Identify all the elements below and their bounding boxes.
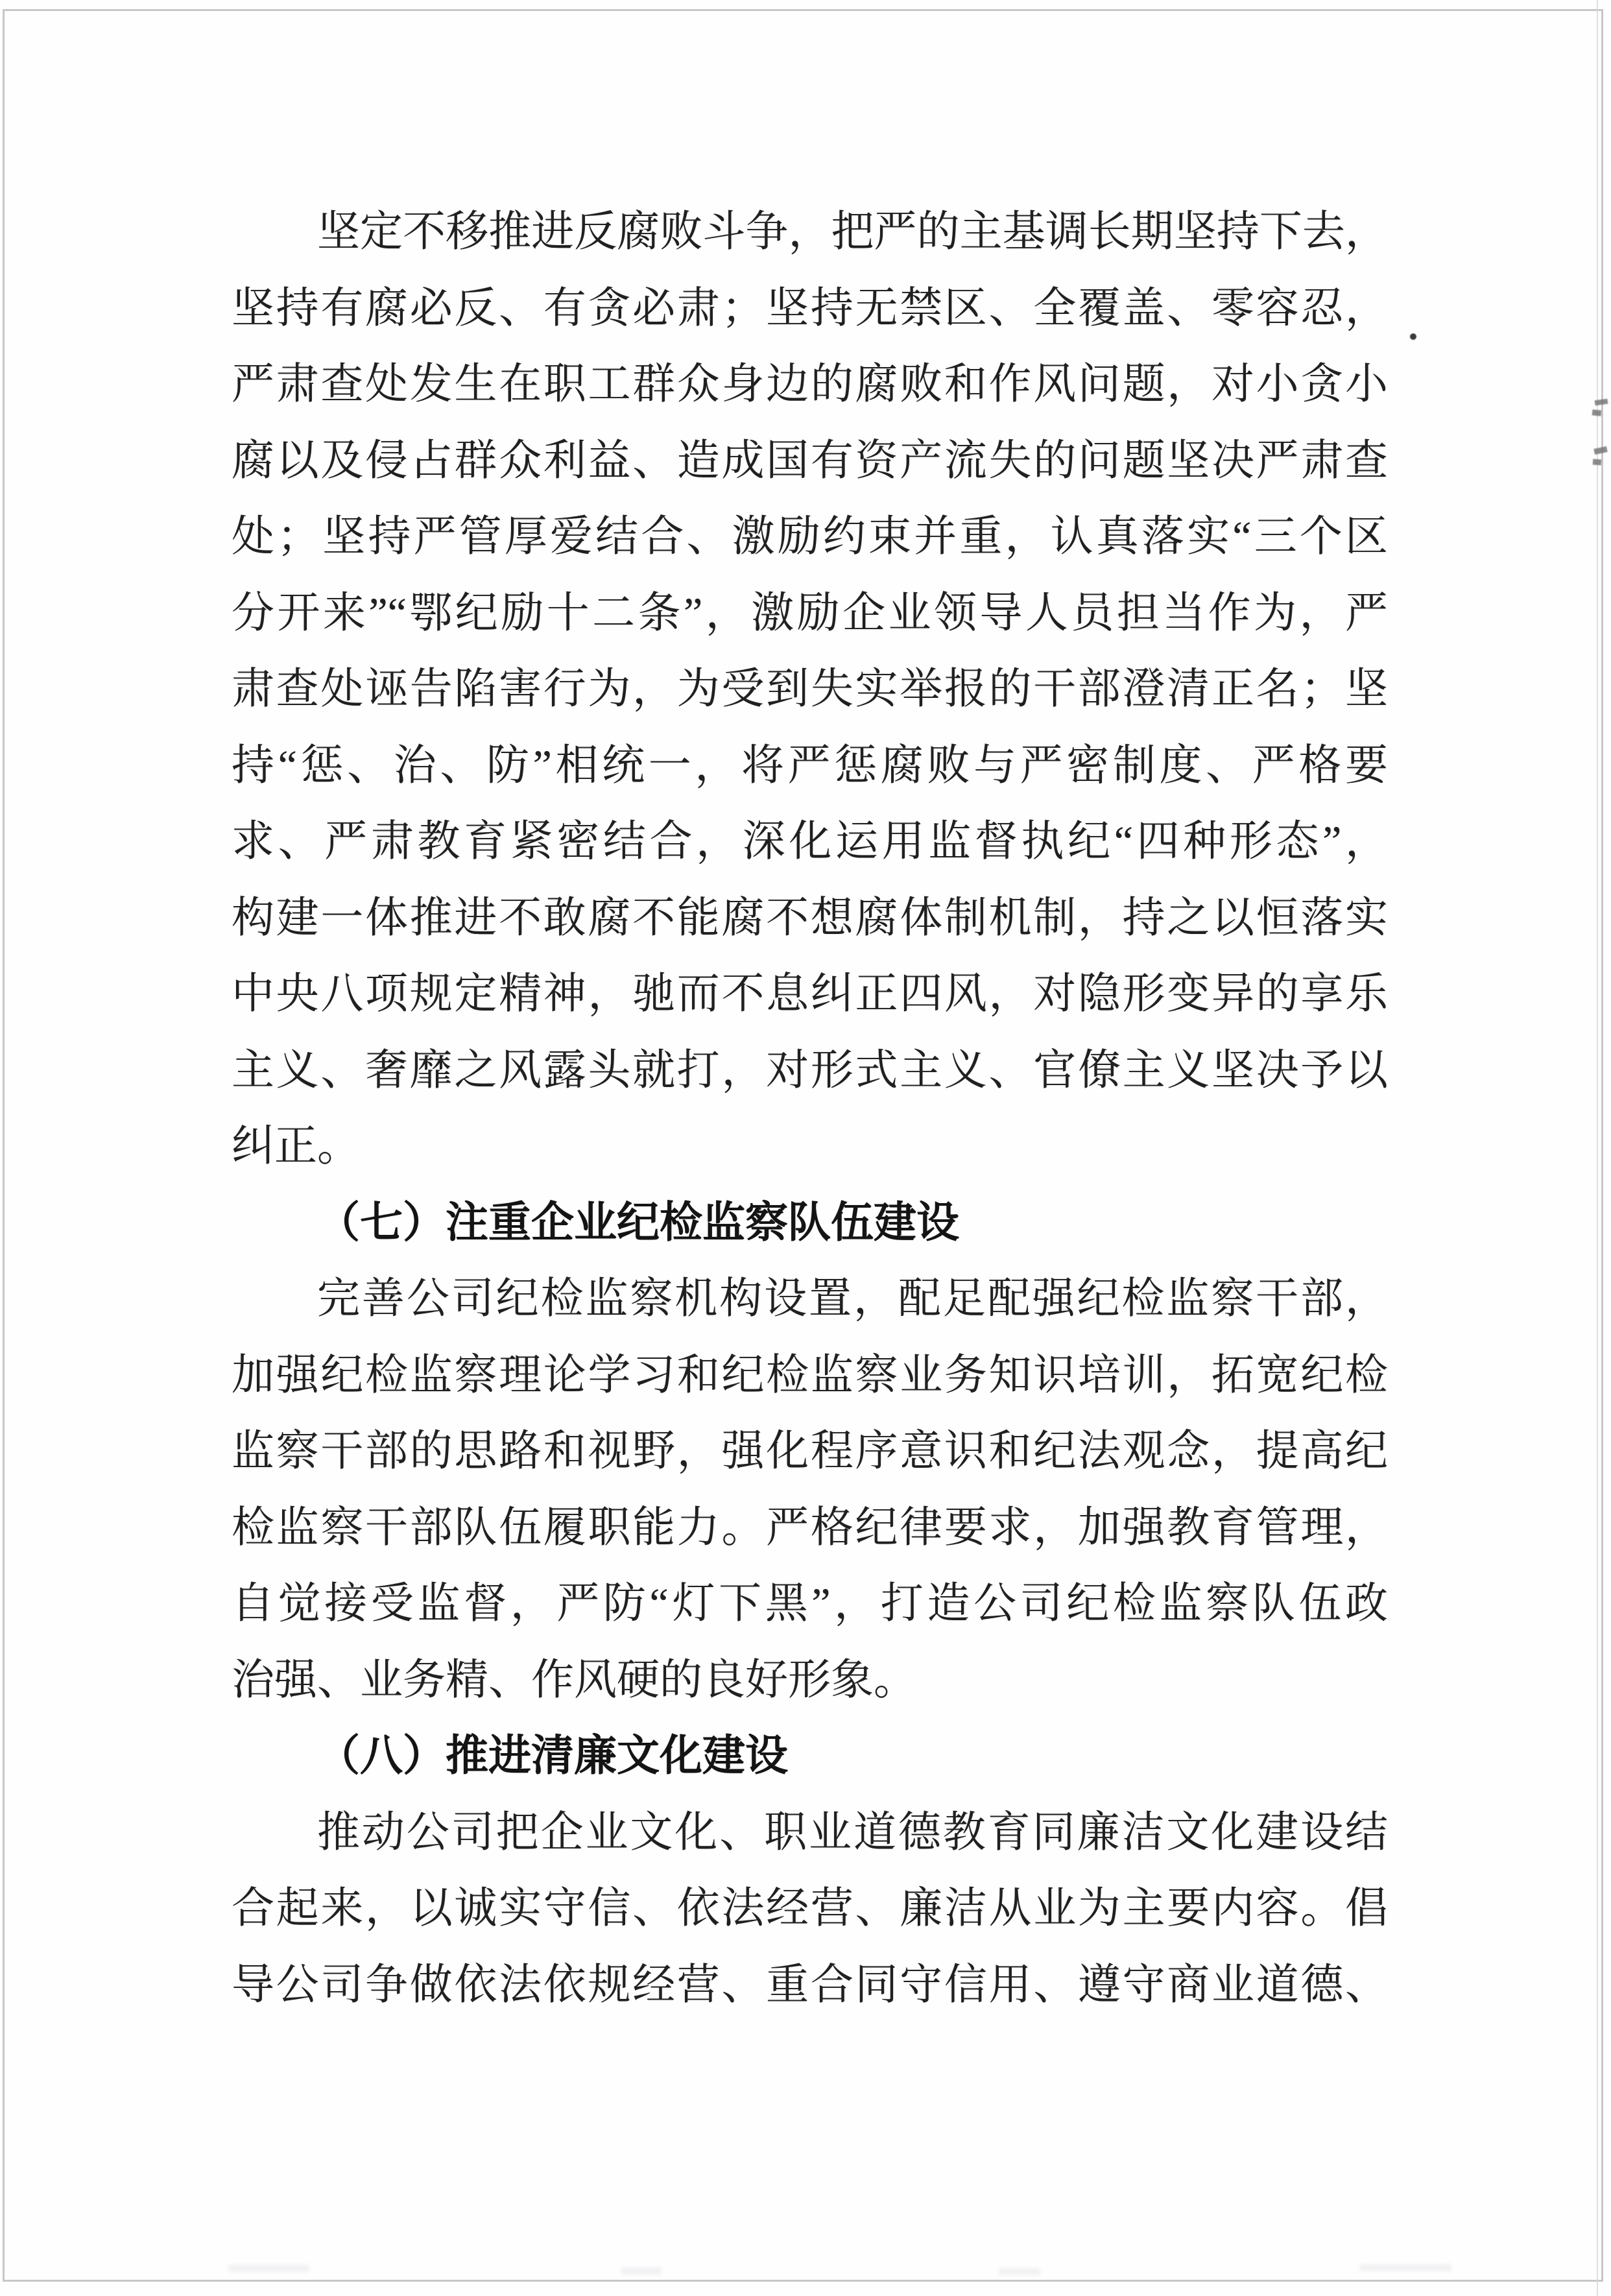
ink-dot-artifact bbox=[1410, 333, 1416, 340]
scan-speck-artifact bbox=[1595, 399, 1608, 406]
paragraph-line: 监察干部的思路和视野，强化程序意识和纪法观念，提高纪 bbox=[232, 1428, 1388, 1475]
paragraph-line: 肃查处诬告陷害行为，为受到失实举报的干部澄清正名；坚 bbox=[232, 665, 1388, 713]
section-heading-7: （七）注重企业纪检监察队伍建设 bbox=[317, 1199, 959, 1247]
section-heading-8: （八）推进清廉文化建设 bbox=[317, 1732, 788, 1780]
paragraph-line: 推动公司把企业文化、职业道德教育同廉洁文化建设结 bbox=[317, 1808, 1388, 1856]
paragraph-line: 主义、奢靡之风露头就打，对形式主义、官僚主义坚决予以 bbox=[232, 1046, 1388, 1094]
paragraph-line: 求、严肃教育紧密结合，深化运用监督执纪“四种形态”， bbox=[232, 818, 1388, 865]
paragraph-line: 中央八项规定精神，驰而不息纠正四风，对隐形变异的享乐 bbox=[232, 970, 1388, 1018]
scan-smudge-artifact bbox=[621, 2267, 662, 2275]
paragraph-line: 自觉接受监督，严防“灯下黑”，打造公司纪检监察队伍政 bbox=[232, 1580, 1388, 1627]
scan-speck-artifact bbox=[1593, 459, 1602, 466]
scan-speck-artifact bbox=[1592, 409, 1602, 416]
paragraph-line: 处；坚持严管厚爱结合、激励约束并重，认真落实“三个区 bbox=[232, 513, 1388, 560]
paragraph-line: 构建一体推进不敢腐不能腐不想腐体制机制，持之以恒落实 bbox=[232, 894, 1388, 942]
paragraph-line: 分开来”“鄂纪励十二条”，激励企业领导人员担当作为，严 bbox=[232, 589, 1388, 637]
document-text bbox=[232, 194, 1388, 2023]
paragraph-line: 检监察干部队伍履职能力。严格纪律要求，加强教育管理， bbox=[232, 1503, 1388, 1551]
paragraph-line: 纠正。 bbox=[232, 1123, 360, 1170]
paragraph-line: 导公司争做依法依规经营、重合同守信用、遵守商业道德、 bbox=[232, 1961, 1388, 2009]
scan-smudge-artifact bbox=[228, 2265, 309, 2272]
paragraph-line: 合起来，以诚实守信、依法经营、廉洁从业为主要内容。倡 bbox=[232, 1885, 1388, 1932]
scan-smudge-artifact bbox=[999, 2268, 1040, 2275]
paragraph-line: 腐以及侵占群众利益、造成国有资产流失的问题坚决严肃查 bbox=[232, 436, 1388, 484]
scan-speck-artifact bbox=[1593, 446, 1607, 455]
paragraph-line: 完善公司纪检监察机构设置，配足配强纪检监察干部， bbox=[317, 1275, 1388, 1322]
paragraph-line: 加强纪检监察理论学习和纪检监察业务知识培训，拓宽纪检 bbox=[232, 1351, 1388, 1399]
paragraph-line: 治强、业务精、作风硬的良好形象。 bbox=[232, 1656, 916, 1704]
paragraph-line: 坚持有腐必反、有贪必肃；坚持无禁区、全覆盖、零容忍， bbox=[232, 284, 1388, 332]
paragraph-line: 严肃查处发生在职工群众身边的腐败和作风问题，对小贪小 bbox=[232, 361, 1388, 408]
scan-smudge-artifact bbox=[1359, 2264, 1451, 2271]
scan-edge-line bbox=[1597, 0, 1598, 2296]
paragraph-line: 坚定不移推进反腐败斗争，把严的主基调长期坚持下去， bbox=[317, 208, 1388, 256]
paragraph-line: 持“惩、治、防”相统一，将严惩腐败与严密制度、严格要 bbox=[232, 741, 1388, 789]
